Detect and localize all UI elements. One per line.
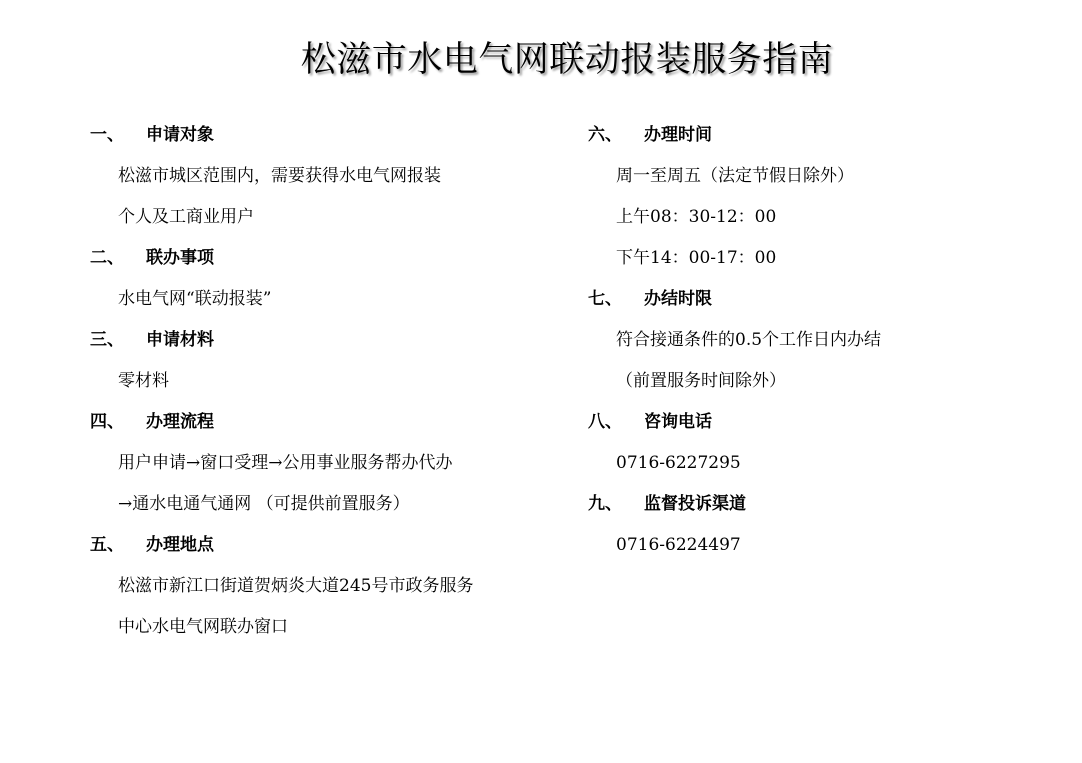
- section-title: 办理时间: [644, 125, 712, 145]
- section-number: 三、: [90, 330, 124, 350]
- section-body-line: 下午14：00-17：00: [616, 248, 777, 268]
- section-number: 二、: [90, 248, 124, 268]
- section-body-line: 中心水电气网联办窗口: [118, 617, 288, 637]
- section-heading: [90, 115, 560, 156]
- section-heading: [90, 402, 560, 443]
- section-body-line: 个人及工商业用户: [118, 207, 254, 227]
- section-body-line: 符合接通条件的0.5个工作日内办结: [616, 330, 882, 350]
- section-heading: [588, 115, 1048, 156]
- section-body-line: 0716-6224497: [616, 535, 741, 555]
- section-body-line: （前置服务时间除外）: [616, 371, 786, 391]
- left-column: [90, 115, 560, 648]
- section-title: 联办事项: [146, 248, 214, 268]
- section-body-line: 零材料: [118, 371, 169, 391]
- section-number: 七、: [588, 289, 622, 309]
- section-title: 办结时限: [644, 289, 712, 309]
- section-body-line: 松滋市新江口街道贺炳炎大道245号市政务服务: [118, 576, 474, 596]
- section-title: 办理地点: [146, 535, 214, 555]
- section-heading: [90, 525, 560, 566]
- section-body-line: 周一至周五（法定节假日除外）: [616, 166, 854, 186]
- section-body-line: 水电气网“联动报装”: [118, 289, 272, 309]
- section-body-line: 上午08：30-12：00: [616, 207, 777, 227]
- section-body-line: 松滋市城区范围内，需要获得水电气网报装: [118, 166, 441, 186]
- section-number: 六、: [588, 125, 622, 145]
- section-heading: [588, 279, 1048, 320]
- section-number: 八、: [588, 412, 622, 432]
- section-heading: [588, 484, 1048, 525]
- section-number: 五、: [90, 535, 124, 555]
- right-column: [588, 115, 1048, 566]
- section-body-line: 用户申请→窗口受理→公用事业服务帮办代办: [118, 453, 453, 473]
- section-heading: [588, 402, 1048, 443]
- section-number: 九、: [588, 494, 622, 514]
- section-heading: [90, 238, 560, 279]
- section-heading: [90, 320, 560, 361]
- section-title: 办理流程: [146, 412, 214, 432]
- page-title: 松滋市水电气网联动报装服务指南: [300, 40, 834, 80]
- section-number: 四、: [90, 412, 124, 432]
- section-title: 申请材料: [146, 330, 214, 350]
- section-number: 一、: [90, 125, 124, 145]
- section-body-line: →通水电通气通网 （可提供前置服务）: [118, 494, 410, 514]
- section-title: 咨询电话: [644, 412, 712, 432]
- section-title: 申请对象: [146, 125, 214, 145]
- section-title: 监督投诉渠道: [644, 494, 746, 514]
- section-body-line: 0716-6227295: [616, 453, 741, 473]
